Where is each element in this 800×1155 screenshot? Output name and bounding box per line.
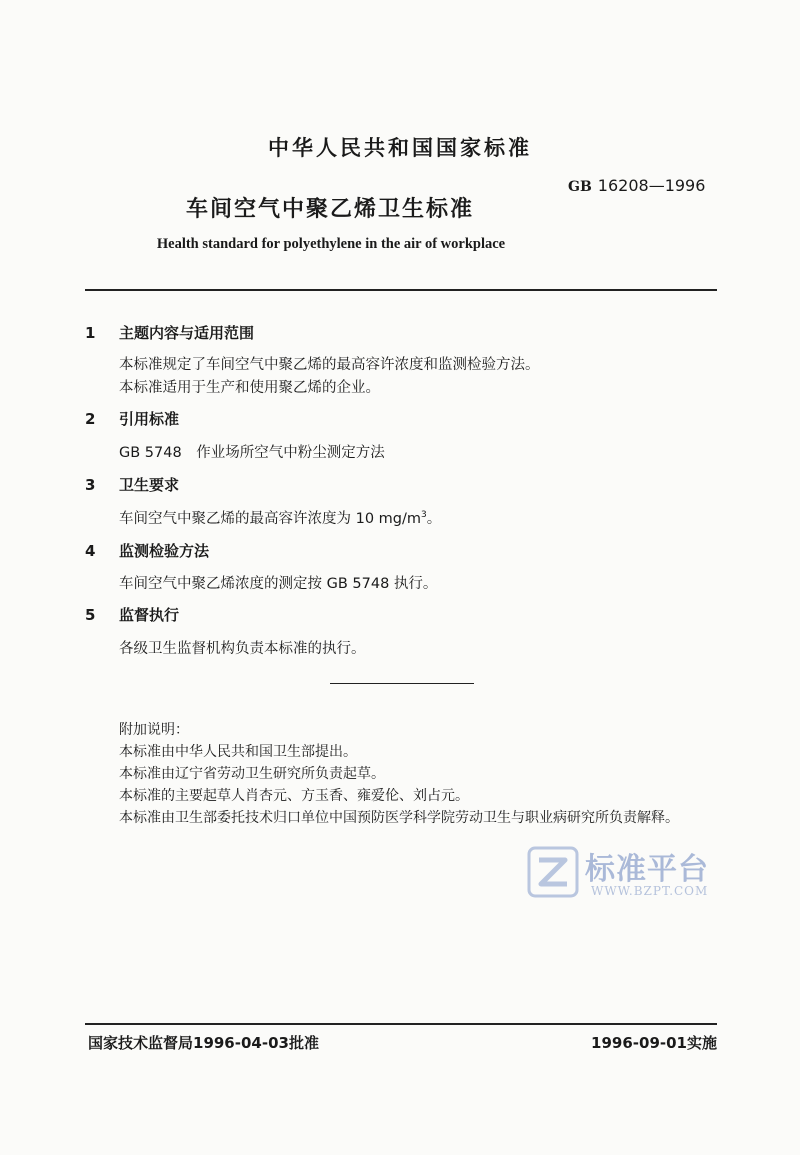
section-text: 各级卫生监督机构负责本标准的执行。 xyxy=(119,641,366,657)
standard-code: 16208—1996 xyxy=(597,176,706,195)
section-title: 主题内容与适用范围 xyxy=(119,324,255,342)
concentration-requirement xyxy=(119,507,441,528)
notes-heading: 附加说明： xyxy=(119,722,189,738)
watermark-url: WWW.BZPT.COM xyxy=(591,884,709,898)
bz-logo-icon xyxy=(527,846,579,898)
section-heading xyxy=(85,322,254,343)
note-line: 本标准由辽宁省劳动卫生研究所负责起草。 xyxy=(119,766,385,782)
section-title: 卫生要求 xyxy=(119,476,180,494)
site-watermark xyxy=(527,838,727,910)
section-number: 4 xyxy=(85,542,96,560)
approval-statement: 国家技术监督局1996-04-03批准 xyxy=(88,1034,319,1052)
section-text: 本标准规定了车间空气中聚乙烯的最高容许浓度和监测检验方法。 xyxy=(119,357,540,373)
note-line: 本标准由卫生部委托技术归口单位中国预防医学科学院劳动卫生与职业病研究所负责解释。 xyxy=(119,810,679,826)
unit-exponent: 3 xyxy=(421,510,427,521)
footer-divider xyxy=(85,1023,717,1025)
document-title-english: Health standard for polyethylene in the air of workplace xyxy=(156,236,506,252)
header-divider xyxy=(85,289,717,291)
section-number: 3 xyxy=(85,476,96,494)
section-title: 监督执行 xyxy=(119,606,180,624)
section-heading xyxy=(85,604,179,625)
requirement-end: 。 xyxy=(426,511,442,527)
national-standard-heading: 中华人民共和国国家标准 xyxy=(268,136,532,160)
document-title-chinese: 车间空气中聚乙烯卫生标准 xyxy=(185,197,474,222)
section-number: 2 xyxy=(85,410,96,428)
standard-prefix: GB xyxy=(568,179,592,195)
watermark-text: 标准平台 xyxy=(585,852,709,887)
referenced-standard: GB 5748 作业场所空气中粉尘测定方法 xyxy=(119,445,385,461)
effective-date: 1996-09-01实施 xyxy=(591,1034,717,1052)
section-text: 本标准适用于生产和使用聚乙烯的企业。 xyxy=(119,380,380,396)
section-text: 车间空气中聚乙烯浓度的测定按 GB 5748 执行。 xyxy=(119,576,438,592)
section-heading xyxy=(85,540,209,561)
note-line: 本标准由中华人民共和国卫生部提出。 xyxy=(119,744,357,760)
section-heading xyxy=(85,408,179,429)
end-divider xyxy=(330,683,474,684)
section-title: 引用标准 xyxy=(119,410,180,428)
section-title: 监测检验方法 xyxy=(119,542,210,560)
section-number: 5 xyxy=(85,606,96,624)
note-line: 本标准的主要起草人肖杏元、方玉香、雍爱伦、刘占元。 xyxy=(119,788,469,804)
requirement-text: 车间空气中聚乙烯的最高容许浓度为 10 mg/m xyxy=(119,511,422,527)
section-heading xyxy=(85,474,179,495)
section-number: 1 xyxy=(85,324,96,342)
